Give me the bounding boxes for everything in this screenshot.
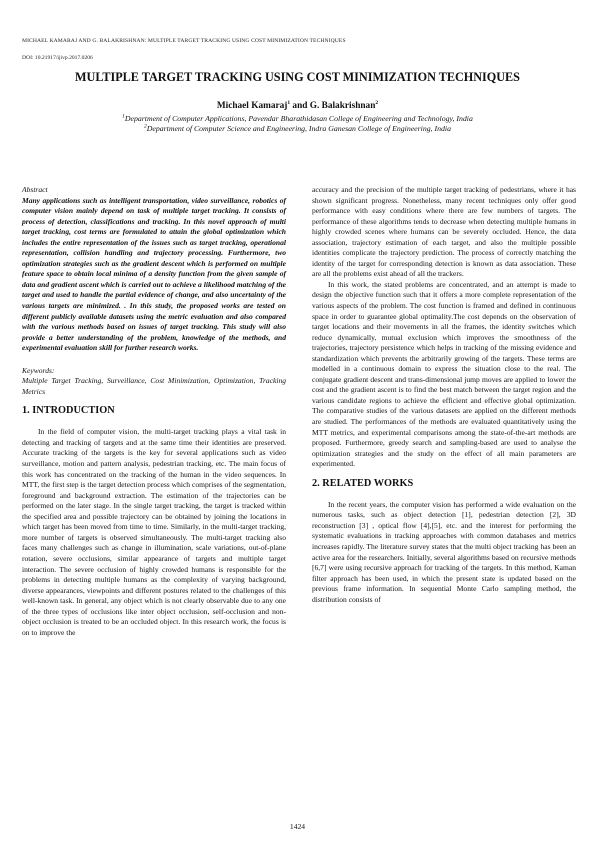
authors-and: and bbox=[290, 101, 310, 111]
abstract-text: Many applications such as intelligent transportation, video surveillance, robotics of computer vision mainly depend on task of multiple target tracking. It consists of process of detection, classifications and tracking. In this novel approach of multi target tracking, cost terms are formulated to attain the global optimization which includes the entire representation of the issues such as target tracking, operational representation, collision handling and trajectory processing. Furthermore, two optimization strategies such as the gradient descent which is performed on multiple feature space to obtain local minima of a density function from the given sample of data and gradient ascent which is carried out to achieve a likelihood matching of the target and used to handle the partial evidence of change, and also uncertainty of the various targets are minimized. . In this study, the proposed works are tested on different publicly available datasets using the metric evaluation and also compared with the various methods based on issues of target tracking. This study will also provide a better understanding of the problem, knowledge of the methods, and experimental evaluation skill for further research works. bbox=[22, 195, 286, 353]
author-1: Michael Kamaraj bbox=[216, 101, 288, 111]
right-column bbox=[312, 185, 576, 605]
affiliation-2-sup: 2 bbox=[144, 123, 147, 130]
affiliation-2 bbox=[0, 124, 595, 133]
author-2-sup: 2 bbox=[375, 99, 379, 106]
abstract-label: Abstract bbox=[22, 185, 48, 194]
related-works-paragraph-1: In the recent years, the computer vision has performed a wide evaluation on the numerous tasks, such as object detection [1], pedestrian detection [2], 3D reconstruction [3] , optical flow [4],[5], etc. and the interest for performing the systematic evaluations in tracking approaches with common databases and metrics increases rapidly. The literature survey states that the multi object tracking has been an active area for the researchers. Initially, several algorithms based on recursive methods [6,7] were using recursive approach for tracking of the targets. In this method, Kaman filter approach has been used, in which the present state is updated based on the previous frame information. In sequential Monte Carlo sampling method, the distribution consists of bbox=[312, 499, 576, 604]
affiliation-2-text: Department of Computer Science and Engineering, Indra Ganesan College of Engineering, India bbox=[146, 124, 451, 133]
keywords-text: Multiple Target Tracking, Surveillance, Cost Minimization, Optimization, Tracking Metrics bbox=[22, 376, 286, 396]
affiliation-1-text: Department of Computer Applications, Pavendar Bharathidasan College of Engineering and Technology, India bbox=[124, 114, 473, 123]
section-heading-introduction: 1. INTRODUCTION bbox=[22, 405, 115, 417]
section-heading-related-works: 2. RELATED WORKS bbox=[312, 477, 414, 489]
keywords-label: Keywords: bbox=[22, 365, 55, 375]
author-2: G. Balakrishnan bbox=[309, 101, 376, 111]
running-head: MICHAEL KAMARAJ AND G. BALAKRISHNAN: MULTIPLE TARGET TRACKING USING COST MINIMIZATION TECHNIQUES bbox=[22, 38, 346, 44]
author-1-sup: 1 bbox=[287, 99, 291, 106]
authors bbox=[0, 101, 595, 111]
introduction-paragraph-1: In the field of computer vision, the multi-target tracking plays a vital task in detecting and tracking of targets and at the same time their identities are preserved. Accurate tracking of the targets is the key for several applications such as video surveillance, motion and pattern analysis, pedestrian tracking, etc. The main focus of this work has concentrated on the tracking of the human in the video sequences. In MTT, the first step is the target detection process which comprises of the segmentation, foreground and background extraction. The estimation of the trajectories can be performed on the later stage. In the single target tracking, the target is tracked within the specified area and possible trajectory can be obtained by joining the locations in which target has been moved from time to time. Similarly, in the multi-target tracking, more number of targets is observed simultaneously. The multi-target tracking also faces many challenges such as change in illumination, scale variations, out-of-plane rotation, severe occlusions, similar appearance of targets and multiple target interaction. The severe occlusion of highly crowded humans is responsible for the problems in detecting multiple humans as the complexity of varying background, diverse appearances, viewpoints and different postures related to the challenges of this well-known task. In general, any object which is not clearly observable due to any one of the three types of occlusions like inter object occlusion, self-occlusion and non-object occlusion is treated to be an occluded object. In this research work, the focus is on to improve the bbox=[22, 427, 286, 637]
affiliation-1 bbox=[0, 114, 595, 123]
page-number: 1424 bbox=[289, 822, 306, 831]
affiliation-1-sup: 1 bbox=[122, 113, 125, 120]
paper-title: MULTIPLE TARGET TRACKING USING COST MINIMIZATION TECHNIQUES bbox=[75, 70, 520, 84]
doi: DOI: 10.21917/ijivp.2017.0206 bbox=[22, 55, 93, 61]
left-column bbox=[22, 185, 286, 638]
introduction-paragraph-1-continued: accuracy and the precision of the multiple target tracking of pedestrians, where it has shown significant progress. Nonetheless, many recent techniques only offer good performance with easy conditions where there are few numbers of targets. The performance of these algorithms tends to decrease when detecting multiple humans in highly crowded scenes where humans can be severely occluded. Hence, the data association, trajectory estimation of each target, and also the multiple possible identities complicate the trajectory prediction. The process of correctly matching the identity of the target for corresponding detection is known as data association. These are all the problems exist ahead of all the trackers. bbox=[312, 185, 576, 279]
introduction-paragraph-2: In this work, the stated problems are concentrated, and an attempt is made to design the objective function such that it offers a more complete representation of the various aspects of the problem. The cost function is framed and defined in continuous space in order to guarantee global optimality.The cost depends on the observation of target locations and their movements in all the frames, the identity switches which reduce dynamically, mutual exclusion which improves the smoothness of the trajectories, trajectory persistence which helps in tracking of the missing evidence and standardization which prevents the arbitrarily growing of the targets. These terms are modelled in a continuous domain to express the situation close to the real. The conjugate gradient descent and trans-dimensional jump moves are applied to lower the cost and the gradient ascent is to find the best match between the target region and the various candidate regions to achieve the efficient and effective global optimization. The comparative studies of the various datasets are applied on the different methods are studied. The performances of the methods are evaluated quantitatively using the MTT metrics, and experimental comparisons among the state-of-the-art methods are proposed. Furthermore, greedy search and sampling-based are used to analyse the optimization strategies and the study on the effect of all main parameters are experimented. bbox=[312, 279, 576, 469]
